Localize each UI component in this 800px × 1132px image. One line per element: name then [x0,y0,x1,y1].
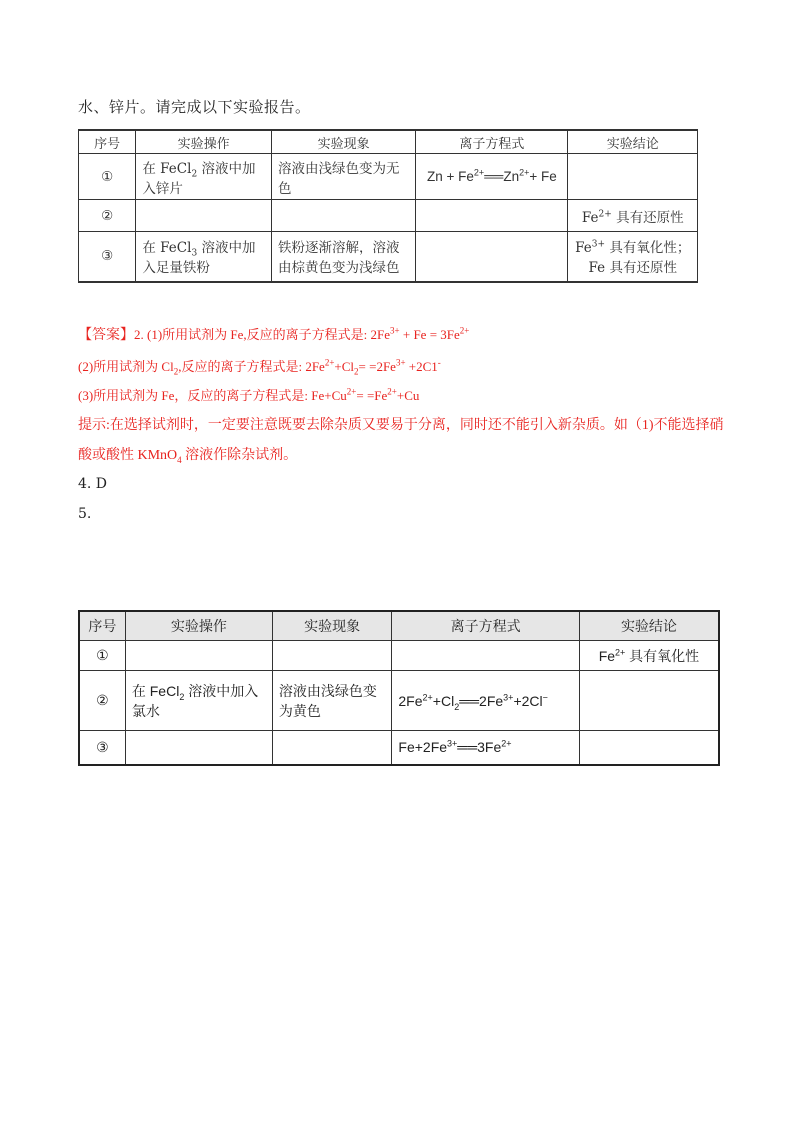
question-4-answer: 4. D [78,476,108,492]
table-row [79,731,719,765]
phenomenon-cell: 溶液由浅绿色变为无色 [272,154,416,200]
conclusion-cell [579,731,719,765]
header-cell: 实验现象 [272,611,391,641]
hint-line-2: 酸或酸性 KMnO$_4$ 溶液作除杂试剂。 [78,448,298,465]
phenomenon-cell [272,200,416,232]
header-cell: 离子方程式 [416,130,568,154]
experiment-table-2 [78,610,720,766]
experiment-table-1 [78,129,698,283]
equation-cell [392,641,580,671]
table-row [79,200,698,232]
table-header-row [79,130,698,154]
conclusion-cell: $Fe^{2+}$ 具有氧化性 [579,641,719,671]
operation-cell [125,641,272,671]
equation-cell: $Zn + Fe^{2+}══Zn^{2+}+ Fe$ [416,154,568,200]
header-cell: 序号 [79,130,136,154]
phenomenon-cell [272,641,391,671]
header-cell: 序号 [79,611,125,641]
row-number: ② [79,671,125,731]
table-row [79,671,719,731]
operation-cell: 在 FeCl$_3$ 溶液中加入足量铁粉 [136,232,272,282]
equation-cell [416,232,568,282]
phenomenon-cell: 溶液由浅绿色变为黄色 [272,671,391,731]
operation-cell [136,200,272,232]
equation-cell: $2Fe^{2+}+Cl_2══2Fe^{3+}+2Cl^-$ [392,671,580,731]
header-cell: 离子方程式 [392,611,580,641]
header-cell: 实验操作 [125,611,272,641]
phenomenon-cell [272,731,391,765]
conclusion-cell [579,671,719,731]
equation-cell: $Fe+2Fe^{3+}══3Fe^{2+}$ [392,731,580,765]
table-row [79,232,698,282]
phenomenon-cell: 铁粉逐渐溶解，溶液由棕黄色变为浅绿色 [272,232,416,282]
conclusion-cell [568,154,698,200]
table-row [79,154,698,200]
equation-cell [416,200,568,232]
question-5-label: 5. [78,506,92,522]
operation-cell: 在 FeCl$_2$ 溶液中加入氯水 [125,671,272,731]
intro-text: 水、锌片。请完成以下实验报告。 [78,98,311,116]
row-number: ③ [79,731,125,765]
answer-line-1: 【答案】2. (1)所用试剂为 Fe,反应的离子方程式是: $2Fe^{3+} + Fe = 3Fe^{2+}$ [78,325,470,343]
table-row [79,641,719,671]
header-cell: 实验现象 [272,130,416,154]
conclusion-cell: $Fe^{2+}$ 具有还原性 [568,200,698,232]
header-cell: 实验结论 [568,130,698,154]
answer-line-2: (2)所用试剂为 $Cl_2$,反应的离子方程式是: $2Fe^{2+}+Cl_2= =2Fe^{3+} +2C1^-$ [78,357,441,377]
row-number: ① [79,154,136,200]
operation-cell [125,731,272,765]
hint-line-1: 提示:在选择试剂时，一定要注意既要去除杂质又要易于分离，同时还不能引入新杂质。如（1)不能选择硝 [78,418,724,433]
conclusion-cell: $Fe^{3+}$ 具有氧化性； Fe 具有还原性 [568,232,698,282]
operation-cell: 在 FeCl$_2$ 溶液中加入锌片 [136,154,272,200]
row-number: ① [79,641,125,671]
header-cell: 实验结论 [579,611,719,641]
row-number: ② [79,200,136,232]
answer-line-3: (3)所用试剂为 Fe，反应的离子方程式是: $Fe+Cu^{2+}= =Fe^{2+}+Cu$ [78,386,420,403]
row-number: ③ [79,232,136,282]
table-header-row [79,611,719,641]
header-cell: 实验操作 [136,130,272,154]
